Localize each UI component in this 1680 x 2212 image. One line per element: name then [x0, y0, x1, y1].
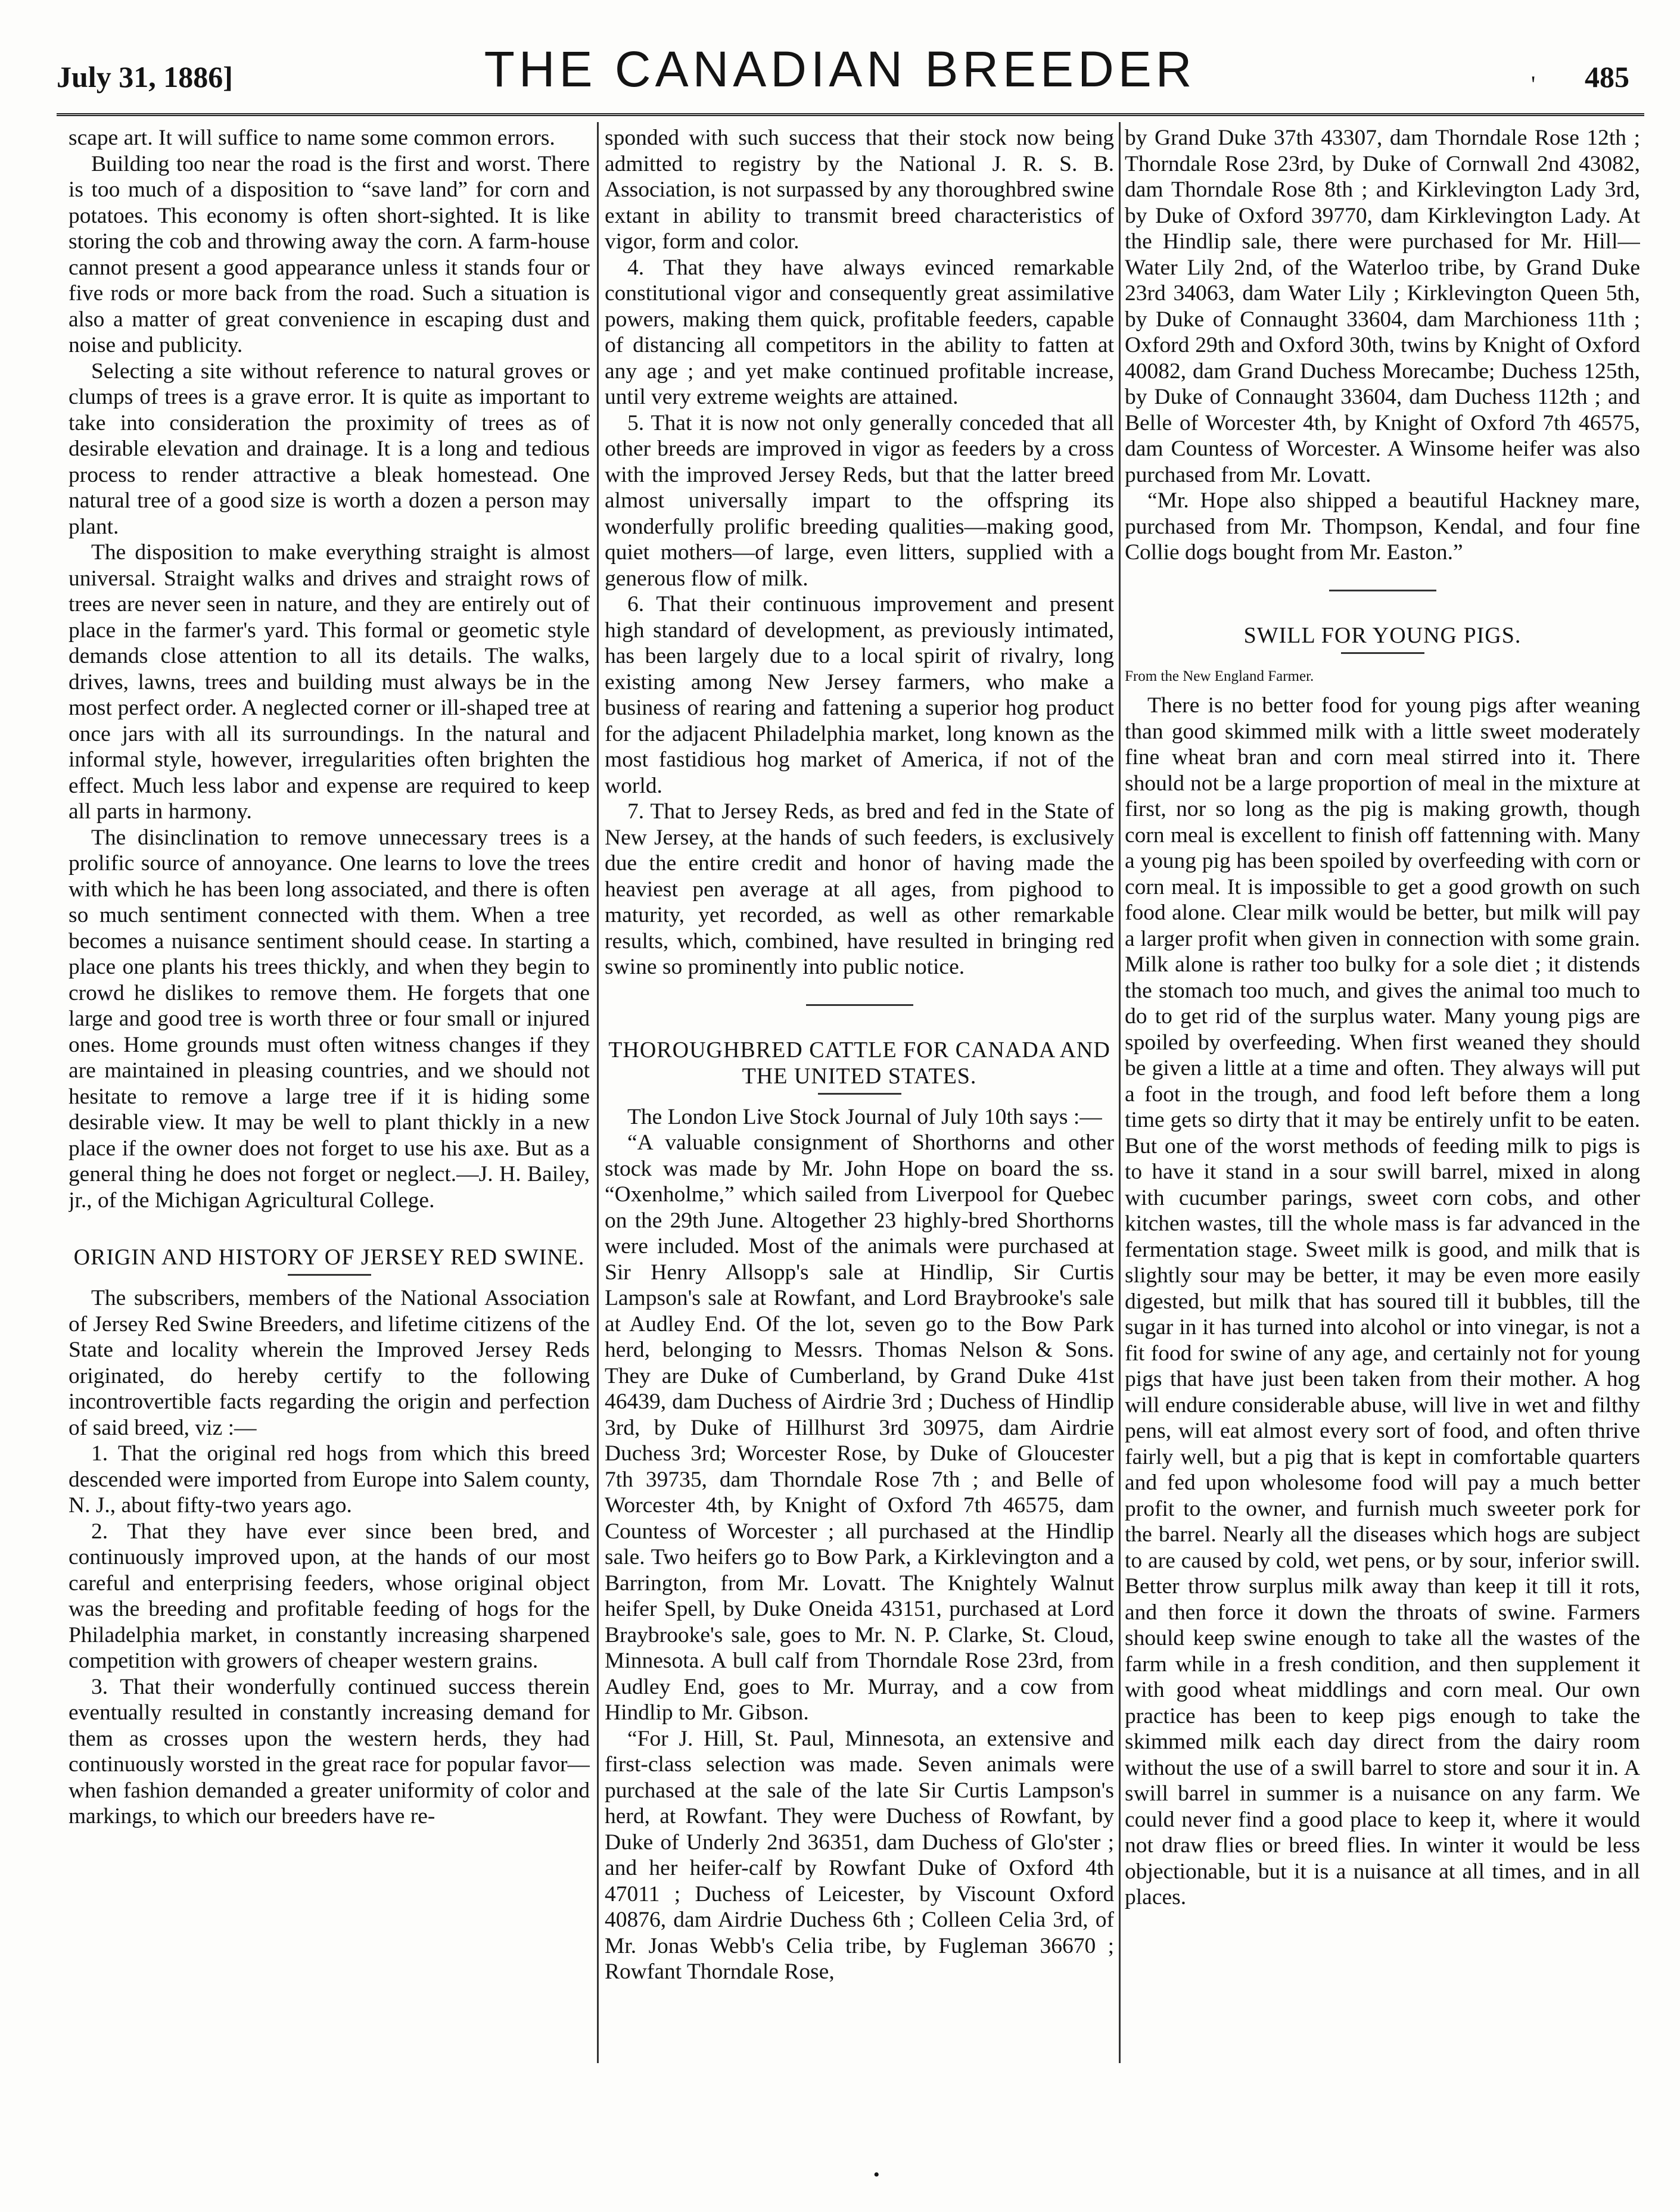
paragraph: 6. That their continuous improvement and present high standard of development, as previously intimated, has been largely due to a local spirit of rivalry, long existing among New Jersey farmers, who make a business of rearing and fattening a superior hog product for the adjacent Philadelphia market, long known as the most fastidious hog market of America, if not of the world. [605, 592, 1114, 798]
paragraph: 2. That they have ever since been bred, and continuously improved upon, at the hands of our most careful and enterprising feeders, whose original object was the breeding and profitable feeding of hogs for the Philadelphia market, in constantly increasing sharpened competition with growers of cheaper western grains. [69, 1519, 590, 1673]
column-3 [1125, 125, 1640, 2087]
paragraph: Building too near the road is the first and worst. There is too much of a disposition to “save land” for corn and potatoes. This economy is often short-sighted. It is like storing the cob and throwing away the corn. A farm-house cannot present a good appearance unless it stands four or five rods or more back from the road. Such a situation is also a matter of great convenience in escaping dust and noise and publicity. [69, 151, 590, 357]
article-heading-swill-for-young-pigs: SWILL FOR YOUNG PIGS. [1243, 622, 1522, 648]
paragraph: The London Live Stock Journal of July 10th says :— [627, 1104, 1102, 1129]
paragraph: There is no better food for young pigs after weaning than good skimmed milk with a little sweet moderately fine wheat bran and corn meal stirred into it. There should not be a large proportion of meal in the mixture at first, nor so long as the pig is making growth, though corn meal is excellent to finish off fattenning with. Many a young pig has been spoiled by overfeeding with corn or corn meal. It is impossible to get a good growth on such food alone. Clear milk would be better, but milk will pay a larger profit when given in connection with some grain. Milk alone is rather too bulky for a sole diet ; it distends the stomach too much, and gives the animal too much to do to get rid of the surplus water. Many young pigs are spoiled by overfeeding. When first weaned they should be given a little at a time and often. They always will put a foot in the trough, and food left before them a long time gets so dirty that it may be entirely unfit to be eaten. But one of the worst methods of feeding milk to pigs is to have it stand in a sour swill barrel, mixed in along with cucumber parings, sweet corn cobs, and other kitchen wastes, till the whole mass is far advanced in the fermentation stage. Sweet milk is good, and milk that is slightly sour may be better, it may be even more easily digested, but milk that has soured till it bubbles, till the sugar in it has turned into alcohol or into vinegar, is not a fit food for swine of any age, and certainly not for young pigs that have just been taken from their mother. A hog will endure considerable abuse, will live in wet and filthy pens, will eat almost every sort of food, and often thrive fairly well, but a pig that is kept in comfortable quarters and fed upon wholesome food will pay a much better profit to the owner, and furnish much sweeter pork for the barrel. Nearly all the diseases which hogs are subject to are caused by cold, wet pens, or by sour, inferior swill. Better throw surplus milk away than keep it till it rots, and then force it down the throats of swine. Farmers should keep swine enough to take all the wastes of the farm while in a fresh condition, and then supplement it with good wheat middlings and corn meal. Our own practice has been to keep pigs enough to take the skimmed milk each day direct from the dairy room without the use of a swill barrel to store and sour it in. A swill barrel in summer is a nuisance on any farm. We could never find a good place to keep it, where it would not draw flies or breed flies. In winter it would be less objectionable, but it is a nuisance at all times, and in all places. [1125, 693, 1640, 1909]
paragraph: Selecting a site without reference to natural groves or clumps of trees is a grave error. It is quite as important to take into consideration the proximity of trees as of desirable elevation and drainage. It is a long and tedious process to render attractive a bleak homestead. One natural tree of a good size is worth a dozen a person may plant. [69, 359, 590, 539]
section-separator [1329, 590, 1436, 591]
paragraph: “For J. Hill, St. Paul, Minnesota, an extensive and first-class selection was made. Seven animals were purchased at the sale of the late Sir Curtis Lampson's herd, at Rowfant. They were Duchess of Rowfant, by Duke of Underly 2nd 36351, dam Duchess of Glo'ster ; and her heifer-calf by Rowfant Duke of Oxford 4th 47011 ; Duchess of Leicester, by Viscount Oxford 40876, dam Airdrie Duchess 6th ; Colleen Celia 3rd, of Mr. Jonas Webb's Celia tribe, by Fugleman 36670 ; Rowfant Thorndale Rose, [605, 1726, 1114, 1984]
stray-mark: ' [1531, 71, 1536, 98]
heading-rule [288, 1274, 371, 1276]
paragraph: 7. That to Jersey Reds, as bred and fed in the State of New Jersey, at the hands of such feeders, is exclusively due the entire credit and honor of having made the heaviest pen average at all ages, from pighood to maturity, yet recorded, as well as other remarkable results, which, combined, have resulted in bringing red swine so prominently into public notice. [605, 799, 1114, 979]
paragraph: sponded with such success that their stock now being admitted to registry by the National J. R. S. B. Association, is not surpassed by any thoroughbred swine extant in ability to transmit breed characteristics of vigor, form and color. [605, 126, 1114, 254]
column-1 [69, 125, 590, 2087]
paragraph: “A valuable consignment of Shorthorns and other stock was made by Mr. John Hope on board the ss. “Oxenholme,” which sailed from Liverpool for Quebec on the 29th June. Altogether 23 highly-bred Shorthorns were included. Most of the animals were purchased at Sir Henry Allsopp's sale at Hindlip, Sir Curtis Lampson's sale at Rowfant, and Lord Braybrooke's sale at Audley End. Of the lot, seven go to the Bow Park herd, belonging to Messrs. Thomas Nelson & Sons. They are Duke of Cumberland, by Grand Duke 41st 46439, dam Duchess of Airdrie 3rd ; Duchess of Hindlip 3rd, by Duke of Hillhurst 3rd 30975, dam Airdrie Duchess 3rd; Worcester Rose, by Duke of Gloucester 7th 39735, dam Thorndale Rose 7th ; and Belle of Worcester 4th, by Knight of Oxford 7th 46575, dam Countess of Worcester ; all purchased at the Hindlip sale. Two heifers go to Bow Park, a Kirklevington and a Barrington, from Mr. Lovatt. The Knightely Walnut heifer Spell, by Duke Oneida 43151, purchased at Lord Braybrooke's sale, goes to Mr. N. P. Clarke, St. Cloud, Minnesota. A bull calf from Thorndale Rose 23rd, from Audley End, goes to Mr. Murray, and a cow from Hindlip to Mr. Gibson. [605, 1130, 1114, 1725]
masthead-rule [57, 113, 1644, 116]
masthead [0, 0, 1680, 107]
paragraph: 4. That they have always evinced remarkable constitutional vigor and consequently great assimilative powers, making them quick, profitable feeders, capable of distancing all competitors in the ability to fatten at any age ; and yet make continued profitable increase, until very extreme weights are attained. [605, 255, 1114, 409]
paragraph: The disinclination to remove unnecessary trees is a prolific source of annoyance. One learns to love the trees with which he has been long associated, and there is often so much sentiment connected with them. When a tree becomes a nuisance sentiment should cease. In starting a place one plants his trees thickly, and when they begin to crowd he dislikes to remove them. He forgets that one large and good tree is worth three or four small or injured ones. Home grounds must often witness changes if they are maintained in pleasing countries, and we should not hesitate to remove a large tree if it is hiding some desirable view. It may be well to plant thickly in a new place if the owner does not forget to use his axe. But as a general thing he does not forget or neglect.—J. H. Bailey, jr., of the Michigan Agricultural College. [69, 825, 590, 1213]
article-heading-jersey-red-swine: ORIGIN AND HISTORY OF JERSEY RED SWINE. [73, 1245, 585, 1270]
footer-dot: • [873, 2165, 880, 2185]
paragraph: 3. That their wonderfully continued success therein eventually resulted in constantly increasing demand for them as crosses upon the western herds, they had continuously worsted in the great race for popular favor—when fashion demanded a greater uniformity of color and markings, to which our breeders have re- [69, 1674, 590, 1828]
issue-date: July 31, 1886] [57, 60, 233, 94]
paragraph: The disposition to make everything straight is almost universal. Straight walks and drives and straight rows of trees are never seen in nature, and they are entirely out of place in the farmer's yard. This formal or geometic style demands close attention to all its details. The walks, drives, lawns, trees and building must always be in the most perfect order. A neglected corner or ill-shaped tree at once jars with all its surroundings. In the natural and informal style, however, irregularities often brighten the effect. Much less labor and expense are required to keep all parts in harmony. [69, 540, 590, 824]
article-source: From the New England Farmer. [1125, 668, 1314, 684]
paragraph: “Mr. Hope also shipped a beautiful Hackney mare, purchased from Mr. Thompson, Kendal, and four fine Collie dogs bought from Mr. Easton.” [1125, 488, 1640, 565]
paragraph: scape art. It will suffice to name some common errors. [69, 126, 555, 150]
paper-title: THE CANADIAN BREEDER [484, 41, 1196, 97]
column-2 [605, 125, 1114, 2087]
paragraph: by Grand Duke 37th 43307, dam Thorndale Rose 12th ; Thorndale Rose 23rd, by Duke of Cornwall 2nd 43082, dam Thorndale Rose 8th ; and Kirklevington Lady 3rd, by Duke of Oxford 39770, dam Kirklevington Lady. At the Hindlip sale, there were purchased for Mr. Hill—Water Lily 2nd, of the Waterloo tribe, by Grand Duke 23rd 34063, dam Water Lily ; Kirklevington Queen 5th, by Duke of Connaught 33604, dam Marchioness 11th ; Oxford 29th and Oxford 30th, twins by Knight of Oxford 40082, dam Grand Duchess Morecambe; Duchess 125th, by Duke of Connaught 33604, dam Duchess 112th ; and Belle of Worcester 4th, by Knight of Oxford 7th 46575, dam Countess of Worcester. A Winsome heifer was also purchased from Mr. Lovatt. [1125, 126, 1640, 487]
page-number: 485 [1585, 60, 1629, 94]
section-separator [806, 1004, 913, 1006]
heading-rule [818, 1093, 901, 1095]
article-heading-thoroughbred-cattle: THOROUGHBRED CATTLE FOR CANADA AND THE UNITED STATES. [608, 1037, 1110, 1089]
paragraph: 5. That it is now not only generally conceded that all other breeds are improved in vigor as feeders by a cross with the improved Jersey Reds, but that the latter breed almost universally impart to the offspring its wonderfully prolific breeding qualities—making good, quiet mothers—of large, even litters, supplied with a generous flow of milk. [605, 410, 1114, 591]
column-rule-2 [1119, 122, 1121, 2063]
column-rule-1 [597, 122, 599, 2063]
heading-rule [1341, 652, 1424, 654]
paragraph: The subscribers, members of the National Association of Jersey Red Swine Breeders, and lifetime citizens of the State and locality wherein the Improved Jersey Reds originated, do hereby certify to the following incontrovertible facts regarding the origin and perfection of said breed, viz :— [69, 1286, 590, 1440]
paragraph: 1. That the original red hogs from which this breed descended were imported from Europe into Salem county, N. J., about fifty-two years ago. [69, 1441, 590, 1518]
